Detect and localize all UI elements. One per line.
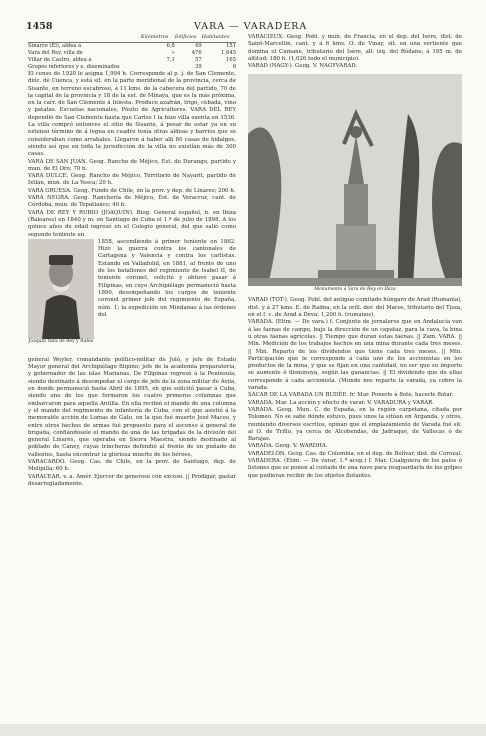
left-text-bottom [28,357,236,488]
table-header: Kilómetros [141,34,175,43]
entry: VARADA. (Etim. — De vara.) f. Conjunto de jornaleros que en Andalucía van á las faenas de campo, bajo la dirección de un capataz, para la cava, la bina ú otras faenas agrícolas. || Tiempo que duran estas faenas. || Zam. VARA. || Min. Medición de los trabajos hechos en una mina durante cada tres meses. || Min. Reparto de los dividendos que tiene cada tres meses. || Min. Participación que le corresponde á cada uno de los accionistas en los productos de la mina, y que se fijan en una cantidad, no ser que su importe se aumente ó disminuya, según las ganancias. || El dividendo que de ellas corresponde á cada accionista. (Mundo nos reparte la varada, ya cobre la varada. [248,319,462,392]
table-cell: Villar de Castro, aldea á [28,57,92,63]
table-cell: 57 [195,57,202,63]
portrait-illustration [28,239,94,339]
table-row [28,64,236,71]
entry: VARA DULCE. Geog. Rancho de Méjico, Territorio de Nayarit, partido de Ixtlán, mun. de La Yesca; 20 h. [28,173,236,187]
page-number: 1458 [26,21,53,32]
right-column [248,34,462,724]
entry: VARADELÓN. Geog. Cas. de Colombia, en el dep. de Bolívar, dist. de Corozal. [248,450,462,457]
population-table [28,34,236,71]
monument-figure [248,74,462,294]
table-row [28,57,236,64]
entry: VARACEAR. v. a. Amér. Ejercer de generoso con exceso. || Prodigar, gastar desarregladamente. [28,473,236,487]
entry: VARA DE SAN JUAN. Geog. Rancho de Méjico, Est. de Durango, partido y mun. de El Oro; 70 h. [28,158,236,172]
portrait-photo [28,239,94,339]
table-cell: 49 [195,43,202,49]
table-cell: 7,1 [166,57,175,63]
left-column [28,34,236,724]
portrait-block [28,239,236,357]
portrait-caption: Joaquín Vara de Rey y Rubio [28,338,94,344]
table-cell: 6 [232,64,236,70]
table-cell: 1,645 [221,50,236,56]
table-cell: 6,8 [166,43,175,49]
right-text-top [248,34,462,70]
page-header [26,20,466,34]
left-text [28,71,236,239]
portrait-side-text: 1858, ascendiendo á primer teniente en 1862. Hizo la guerra contra los cantonales de Cartagena y Valencia y contra los carlistas. Estando en Valladolid, en 1881, al frente de uno de los batallones del regimiento de Isabel II, de teniente coronel, solicitó y obtuvo pasar á Filipinas, en cuyo Archipiélago permaneció hasta 1890, desempeñando los cargos de teniente coronel primer jefe del regimiento de España, núm. 1; la expedición en Mindanao á las órdenes del [98,238,236,318]
table-cell: Grupos inferiores y e. diseminados [28,64,120,70]
table-header: Edificios [175,34,202,43]
table-header-row [28,34,236,43]
entry: VARADERA. (Etim. — De varar, 1.ª acep.) f. Mar. Cualquiera de los palos ó listones que se ponen al costado de una nave para resguardarla de los golpes que pudieran recibir de los objetos flotantes. [248,458,462,479]
entry: VARA DE REY Y RUBIO (JOAQUÍN). Biog. General español, n. en Ibiza (Baleares) en 1840 y m. en Santiago de Cuba el 1.º de julio de 1898. A los quince años de edad ingresó en el Colegio general, del que salió como segundo teniente en [28,209,236,238]
table-cell: Vara del Rey, villa de [28,50,83,56]
entry: VARACARDO. Geog. Cas. de Chile, en la prov. de Santiago, dep. de Melipilla; 60 h. [28,458,236,473]
paragraph: general Weyler, comandante político-militar de Joló, y jefe de Estado Mayor general del Archipiélago filipino; jefe de la academia preparatoria, y gobernador de las islas Marianas. De Filipinas regresó á la Península, siendo destinado á desempeñar el cargo de jefe de la zona militar de Ávila, en donde permaneció hasta Abril de 1895, en que solicitó pasar á Cuba, siendo uno de los que formaron los cuatro primeros columnas que embarcaron para aquella Antilla. En ella recibió el mando de una columna y el mando del regimiento de infantería de Cuba, con el que asistió á la memorable acción de Lomas de Gato, en la que fué muerto José Maceo, y entre otros hechos de armas fué propuesto para el ascenso á general de brigada, confiándosele el mando de una de las brigadas de la división del general Linares, que operaba en Sierra Maestra, siendo destinado al poblado de Caney, cuyas trincheras defendió al frente de un puñado de valientes, hasta encontrar la gloriosa muerte de los héroes. [28,356,236,458]
entry: VARACIEUX. Geog. Pobl. y mun. de Francia, en el dep. del Isère, dist. de Saint-Marcellin, cant. y á 6 kms. O. de Vinay, sit. en una vertiente que domina el Cumane, tributario del Isère, all. izq. del Ródano, á 195 m. de altitud; 180 h. (1,026 todo el municipio). [248,34,462,62]
table-row [28,43,236,51]
entry: VARAD (NAGY-). Geog. V. NAGYVARAD. [248,63,358,70]
table-cell: » [171,50,175,56]
table-cell: 39 [195,64,202,70]
right-text [248,297,462,479]
entry: VARADA. Geog. Mun. C. de España, en la región carpetana, citada por Tolomeo. No se sabe dónde estuvo, pues unos la sitúan en Arganda, y otros, reuniendo diversos escritos, opinan que el emplazamiento de Varada fué sit. al O. de Trillo, ya cerca de Alcobendas, de Jadraque, de Vallecas ó de Barajas. [248,406,462,443]
paragraph: El censo de 1920 le asigna 1,994 h. Corresponde al p. j. de San Clemente, dióc. de Cuenca, y está sit. en la parte meridional de la provincia, cerca de Sisante, en terreno escabroso, á 11 kms. de la cabecera del partido, 70 de la capital de la provincia y 18 de la est. de Minaya, que es la más próxima, en la carr. de San Clemente á Iniesta. Produce azafrán, trigo, cebada, vino y patatas. Escuelas nacionales, Pósito de Agricultores. VARA DEL REY dependió de San Clemente hasta que Carlos I la hizo villa exenta en 1536. La villa compró entonces el sitio de Sisante, á pesar de estar ya en su extenso término de á legua en cuadro tenía otras aldeas y barrios que se consideraban como arrabales. Llegaron á haber allí 80 casas de hidalgos, siendo así que en toda la jurisdicción de la villa no existían más de 300 casas. [28,71,236,158]
table-header [28,34,141,43]
bottom-band [0,724,486,736]
entry: VARADA. Mar. La acción y efecto de varar. V. VARADURA y VARAR. [248,399,434,406]
monument-photo [248,74,462,286]
entry: VARADA. Geog. V. WARDHA. [248,443,328,450]
running-title: VARA — VARADERA [194,21,308,32]
table-cell: 476 [191,50,202,56]
table-cell: 165 [226,57,236,63]
entry: VARAD (TOT-). Geog. Pobl. del antiguo comitado húngaro de Arad (Rumania), dist. y á 27 kms. E. de Radna, en la orill. der. del Maros, tributario del Tisza, en el f. c. de Arad á Déva; 1,200 h. (rumanos). [248,297,462,319]
entry: VARA NEGRA. Geog. Ranchería de Méjico, Est. de Veracruz, cant. de Córdoba, mun. de Tepatlaxco; 40 h. [28,195,236,209]
entry: VARA GRUESA. Geog. Fundo de Chile, en la prov. y dep. de Linares; 200 h. [28,187,236,194]
table-row [28,50,236,57]
entry: SACAR DE LA VARADA UN BUDÉE. fr. Mar. Ponerle á flote, hacerle flotar. [248,392,454,399]
table-cell: 151 [226,43,236,49]
table-cell [141,64,175,71]
monument-illustration [248,74,462,286]
table-cell: Sinarro (El), aldea á [28,43,82,49]
photo-caption: Monumento á Vara de Rey en Ibiza [314,287,396,293]
table-header: Habitantes [202,34,236,43]
